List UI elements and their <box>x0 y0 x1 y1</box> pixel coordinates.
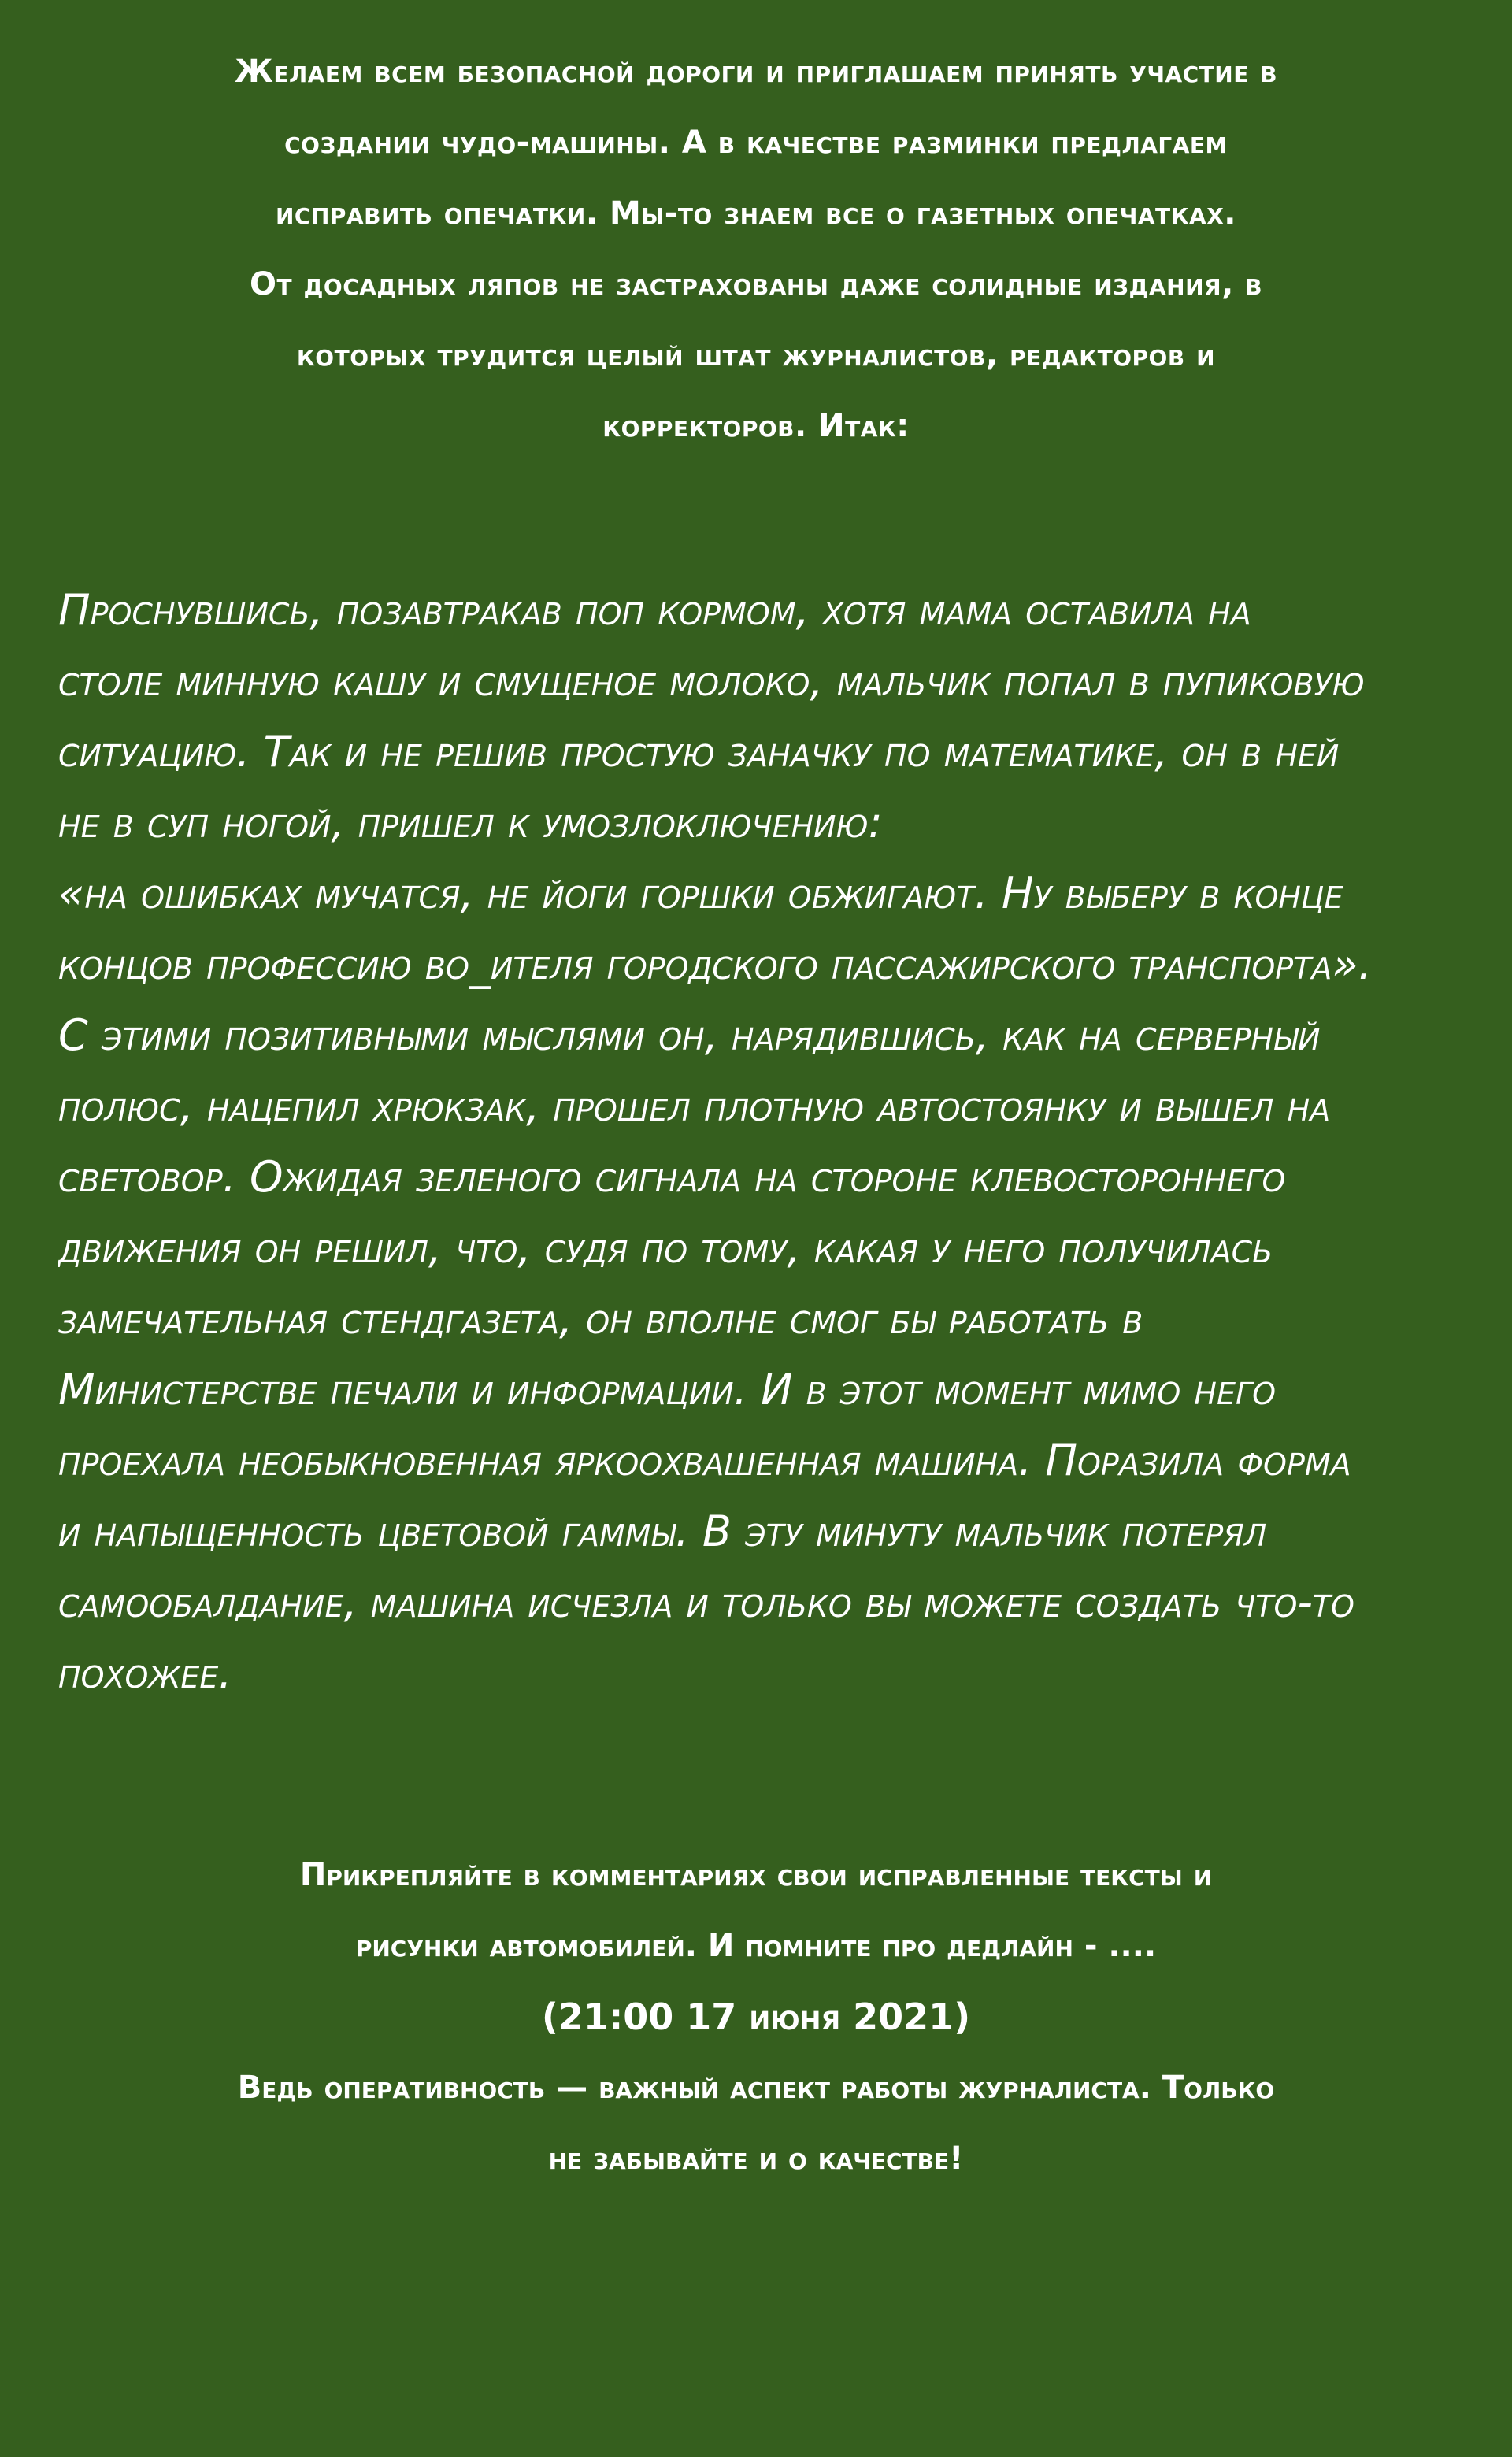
story-line: «на ошибках мучатся, не йоги горшки обжигают. Ну выберу в конце <box>58 869 1343 918</box>
deadline-date: (21:00 17 июня 2021) <box>541 1996 971 2038</box>
story-text <box>0 575 1512 1709</box>
story-line: проехала необыкновенная яркоохвашенная машина. Поразила форма <box>58 1436 1351 1485</box>
intro-line: корректоров. Итак: <box>602 408 910 444</box>
story-line: движения он решил, что, судя по тому, какая у него получилась <box>58 1223 1273 1273</box>
story-line: Министерстве печали и информации. И в этот момент мимо него <box>58 1365 1277 1414</box>
story-line: не в суп ногой, пришел к умозлоключению: <box>58 798 883 847</box>
story-line: похожее. <box>58 1648 232 1698</box>
story-line: С этими позитивными мыслями он, нарядившись, как на серверный <box>58 1010 1321 1060</box>
intro-line: создании чудо-машины. А в качестве разминки предлагаем <box>284 124 1228 161</box>
story-line: столе минную кашу и смущеное молоко, мальчик попал в пупиковую <box>58 656 1365 706</box>
intro-line: исправить опечатки. Мы-то знаем все о газетных опечатках. <box>276 195 1236 232</box>
story-line: световор. Ожидая зеленого сигнала на стороне клевостороннего <box>58 1152 1286 1202</box>
story-line: концов профессию во_ителя городского пассажирского транспорта». <box>58 939 1372 989</box>
intro-line: Желаем всем безопасной дороги и приглашаем принять участие в <box>234 54 1278 90</box>
outro-line: не забывайте и о качестве! <box>548 2140 964 2177</box>
outro-line: Ведь оперативность — важный аспект работы журналиста. Только <box>237 2070 1275 2106</box>
outro-line: рисунки автомобилей. И помните про дедлайн - .... <box>355 1928 1157 1964</box>
intro-line: От досадных ляпов не застрахованы даже солидные издания, в <box>249 266 1263 302</box>
intro-text <box>0 36 1512 461</box>
story-line: замечательная стендгазета, он вполне смог бы работать в <box>58 1294 1143 1343</box>
intro-line: которых трудится целый штат журналистов, редакторов и <box>296 337 1216 373</box>
story-line: самообалдание, машина исчезла и только вы можете создать что-то <box>58 1577 1354 1627</box>
story-line: Проснувшись, позавтракав поп кормом, хотя мама оставила на <box>58 585 1251 635</box>
outro-text <box>0 1840 1512 2194</box>
story-line: полюс, нацепил хрюкзак, прошел плотную автостоянку и вышел на <box>58 1081 1331 1131</box>
story-line: и напыщенность цветовой гаммы. В эту минуту мальчик потерял <box>58 1506 1267 1556</box>
outro-line: Прикрепляйте в комментариях свои исправленные тексты и <box>299 1857 1213 1893</box>
story-line: ситуацию. Так и не решив простую заначку по математике, он в ней <box>58 727 1340 776</box>
